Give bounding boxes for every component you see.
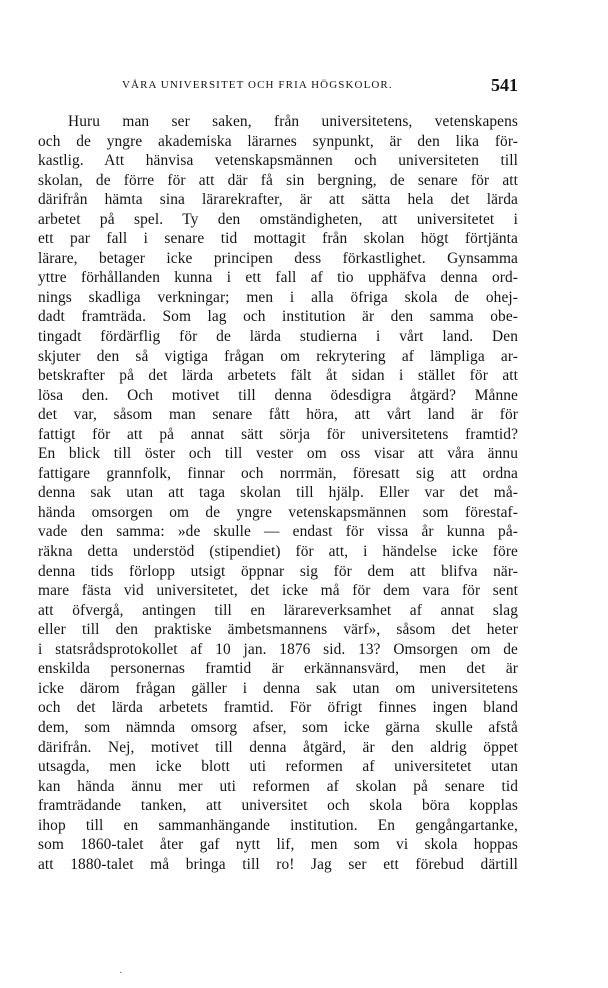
footer-mark: · xyxy=(119,967,123,979)
text-line: mare fästa vid universitetet, det icke må för dem vara för sent xyxy=(38,582,518,600)
text-line: skjuter den så vigtiga frågan om rekrytering af lämpliga ar- xyxy=(38,347,518,365)
text-line: hända omsorgen om de yngre vetenskapsmännen som förestaf- xyxy=(38,503,518,521)
text-line: kan hända ännu mer uti reformen af skolan på senare tid xyxy=(38,777,518,795)
text-line: lösa den. Och motivet till denna ödesdigra åtgärd? Månne xyxy=(38,386,518,404)
text-line: icke därom frågan gäller i denna sak utan om universitetens xyxy=(38,679,518,697)
text-line: framträdande tanken, att universitet och skola böra kopplas xyxy=(38,797,518,815)
text-line: som 1860-talet åter gaf nytt lif, men som vi skola hoppas xyxy=(38,836,518,854)
text-line: enskilda personernas framtid är erkännansvärd, men det är xyxy=(38,660,518,678)
page-number: 541 xyxy=(491,75,518,95)
text-line: därifrån hämta sina lärarekrafter, är att sätta hela det lärda xyxy=(38,191,518,209)
text-line: tingadt fördärflig för de lärda studierna i vårt land. Den xyxy=(38,328,518,346)
text-line: att öfvergå, antingen till en lärareverksamhet af annat slag xyxy=(38,601,518,619)
text-line: yttre förhållanden kunna i ett fall af tio upphäfva denna ord- xyxy=(38,269,518,287)
text-line: kastlig. Att hänvisa vetenskapsmännen och universiteten till xyxy=(38,152,518,170)
text-line: arbetet på spel. Ty den omständigheten, att universitetet i xyxy=(38,210,518,228)
text-line: i statsrådsprotokollet af 10 jan. 1876 sid. 13? Omsorgen om de xyxy=(38,640,518,658)
text-line: och de yngre akademiska lärarnes synpunkt, är den lika för- xyxy=(38,132,518,150)
text-line: En blick till öster och till vester om oss visar att våra ännu xyxy=(38,445,518,463)
text-line: och det lärda arbetets framtid. För öfrigt finnes ingen bland xyxy=(38,699,518,717)
text-line: Huru man ser saken, från universitetens, vetenskapens xyxy=(68,113,518,130)
text-line: fattigare grannfolk, finnar och norrmän, föresatt sig att ordna xyxy=(38,464,518,482)
text-line: nings skadliga verkningar; men i alla öfriga skola de ohej- xyxy=(38,288,518,306)
text-line: denna tids förlopp utsigt öppnar sig för dem att blifva när- xyxy=(38,562,518,580)
text-line: ett par fall i senare tid mottagit från skolan högt förtjänta xyxy=(38,230,518,248)
text-line: ihop till en sammanhängande institution. En gengångartanke, xyxy=(38,816,518,834)
text-line: det var, såsom man senare fått höra, att vårt land är för xyxy=(38,406,518,424)
text-line: denna sak utan att taga skolan till hjälp. Eller var det må- xyxy=(38,484,518,502)
running-head xyxy=(38,75,518,99)
text-line: att 1880-talet må bringa till ro! Jag ser ett förebud därtill xyxy=(38,855,518,873)
text-line: eller till den praktiske ämbetsmannens värf», såsom det heter xyxy=(38,621,518,639)
text-line: vade den samma: »de skulle — endast för vissa år kunna på- xyxy=(38,523,518,541)
text-line: betskrafter på det lärda arbetets fält åt sidan i stället för att xyxy=(38,367,518,385)
text-line: räkna detta understöd (stipendiet) för att, i händelse icke före xyxy=(38,543,518,561)
text-line: lärare, betager icke principen dess förkastlighet. Gynsamma xyxy=(38,249,518,267)
text-line: dem, som nämnda omsorg afser, som icke gärna skulle afstå xyxy=(38,718,518,736)
text-line: skolan, de förre för att där få sin bergning, de senare för att xyxy=(38,171,518,189)
text-line: utsagda, men icke blott uti reformen af universitetet utan xyxy=(38,758,518,776)
body-text xyxy=(38,112,518,874)
text-line: dadt framträda. Som lag och institution är den samma obe- xyxy=(38,308,518,326)
text-line: därifrån. Nej, motivet till denna åtgärd, är den aldrig öppet xyxy=(38,738,518,756)
text-line: fattigt för att på annat sätt sörja för universitetens framtid? xyxy=(38,425,518,443)
running-title: VÅRA UNIVERSITET OCH FRIA HÖGSKOLOR. xyxy=(122,79,393,91)
